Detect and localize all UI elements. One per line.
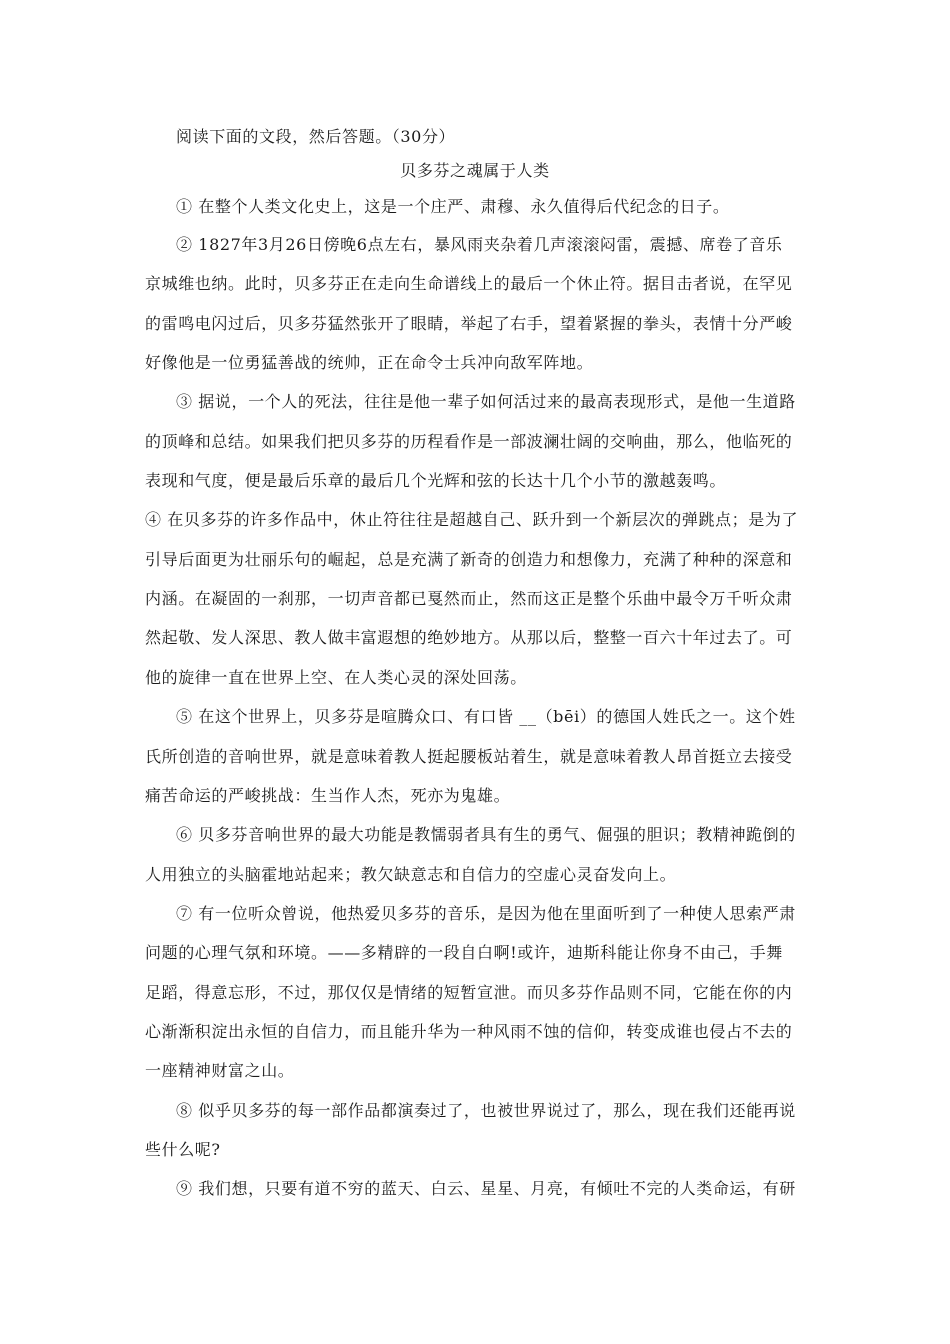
paragraph-5-line-1: ⑤ 在这个世界上，贝多芬是喧腾众口、有口皆 __（bēi）的德国人姓氏之一。这个姓 xyxy=(176,707,796,726)
paragraph-9-line-1: ⑨ 我们想，只要有道不穷的蓝天、白云、星星、月亮，有倾吐不完的人类命运，有研 xyxy=(176,1179,796,1198)
paragraph-2-line-1: ② 1827年3月26日傍晚6点左右，暴风雨夹杂着几声滚滚闷雷，震撼、席卷了音乐 xyxy=(176,235,783,254)
paragraph-4-line-4: 然起敬、发人深思、教人做丰富遐想的绝妙地方。从那以后，整整一百六十年过去了。可 xyxy=(145,628,793,647)
paragraph-7-line-4: 心渐渐积淀出永恒的自信力，而且能升华为一种风雨不蚀的信仰，转变成谁也侵占不去的 xyxy=(145,1022,793,1041)
paragraph-4-line-3: 内涵。在凝固的一刹那，一切声音都已戛然而止，然而这正是整个乐曲中最令万千听众肃 xyxy=(145,589,793,608)
paragraph-7-line-2: 问题的心理气氛和环境。——多精辟的一段自白啊!或许，迪斯科能让你身不由己，手舞 xyxy=(145,943,783,962)
paragraph-5-line-2: 氏所创造的音响世界，就是意味着教人挺起腰板站着生，就是意味着教人昂首挺立去接受 xyxy=(145,747,793,766)
paragraph-1: ① 在整个人类文化史上，这是一个庄严、肃穆、永久值得后代纪念的日子。 xyxy=(176,197,730,216)
paragraph-2-line-4: 好像他是一位勇猛善战的统帅，正在命令士兵冲向敌军阵地。 xyxy=(145,353,594,372)
paragraph-2-line-2: 京城维也纳。此时，贝多芬正在走向生命谱线上的最后一个休止符。据目击者说，在罕见 xyxy=(145,274,793,293)
paragraph-7-line-1: ⑦ 有一位听众曾说，他热爱贝多芬的音乐，是因为他在里面听到了一种使人思索严肃 xyxy=(176,904,796,923)
paragraph-6-line-2: 人用独立的头脑霍地站起来；教欠缺意志和自信力的空虚心灵奋发向上。 xyxy=(145,865,677,884)
paragraph-3-line-1: ③ 据说，一个人的死法，往往是他一辈子如何活过来的最高表现形式，是他一生道路 xyxy=(176,392,796,411)
paragraph-4-line-1: ④ 在贝多芬的许多作品中，休止符往往是超越自己、跃升到一个新层次的弹跳点；是为了 xyxy=(145,510,799,529)
paragraph-2-line-3: 的雷鸣电闪过后，贝多芬猛然张开了眼睛，举起了右手，望着紧握的拳头，表情十分严峻 xyxy=(145,314,793,333)
paragraph-4-line-5: 他的旋律一直在世界上空、在人类心灵的深处回荡。 xyxy=(145,668,527,687)
instruction-line: 阅读下面的文段，然后答题。（30分） xyxy=(176,127,456,146)
paragraph-4-line-2: 引导后面更为壮丽乐句的崛起，总是充满了新奇的创造力和想像力，充满了种种的深意和 xyxy=(145,550,793,569)
paragraph-7-line-3: 足蹈，得意忘形，不过，那仅仅是情绪的短暂宣泄。而贝多芬作品则不同，它能在你的内 xyxy=(145,983,793,1002)
article-title: 贝多芬之魂属于人类 xyxy=(400,161,550,180)
paragraph-8-line-2: 些什么呢? xyxy=(145,1140,221,1159)
paragraph-3-line-3: 表现和气度，便是最后乐章的最后几个光辉和弦的长达十几个小节的激越轰鸣。 xyxy=(145,471,727,490)
paragraph-6-line-1: ⑥ 贝多芬音响世界的最大功能是教懦弱者具有生的勇气、倔强的胆识；教精神跪倒的 xyxy=(176,825,796,844)
paragraph-7-line-5: 一座精神财富之山。 xyxy=(145,1061,295,1080)
paragraph-3-line-2: 的顶峰和总结。如果我们把贝多芬的历程看作是一部波澜壮阔的交响曲，那么，他临死的 xyxy=(145,432,793,451)
paragraph-8-line-1: ⑧ 似乎贝多芬的每一部作品都演奏过了，也被世界说过了，那么，现在我们还能再说 xyxy=(176,1101,796,1120)
paragraph-5-line-3: 痛苦命运的严峻挑战：生当作人杰，死亦为鬼雄。 xyxy=(145,786,511,805)
